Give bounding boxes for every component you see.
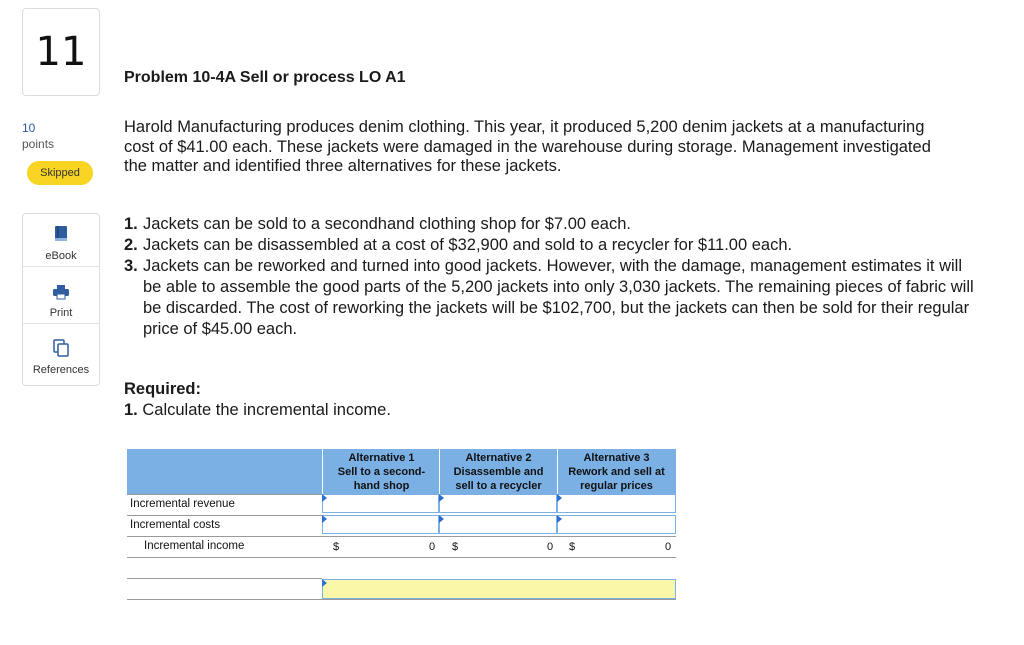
points-value: 10 (22, 121, 36, 135)
tools-panel (22, 213, 100, 386)
question-number (22, 8, 100, 96)
required-heading: Required: (124, 380, 202, 398)
alternative-text: Jackets can be reworked and turned into good jackets. However, with the damage, management estimates it will be able to assemble the good parts of the 5,200 jackets into only 3,030 jackets. The remaining pieces of fabric will be discarded. The cost of reworking the jackets will be $102,700, but the jackets can then be sold for their regular price of $45.00 each. (143, 257, 974, 338)
row-label-incremental-costs: Incremental costs (130, 519, 221, 531)
income-currency-alt-3: $ (569, 541, 576, 553)
alternative-item (124, 235, 984, 256)
header-line: Alternative 2 (465, 451, 532, 464)
input-flag-icon (322, 579, 327, 587)
alternative-number: 2. (124, 236, 138, 254)
costs-input-alt-1[interactable] (322, 515, 439, 534)
input-flag-icon (439, 494, 444, 502)
points-label: points (22, 137, 55, 151)
references-button[interactable] (23, 328, 99, 380)
header-alternative-1 (323, 449, 440, 494)
book-icon (53, 225, 69, 246)
alternative-text: Jackets can be disassembled at a cost of $32,900 and sold to a recycler for $11.00 each. (143, 236, 793, 254)
input-flag-icon (557, 494, 562, 502)
header-line: Disassemble and (453, 465, 544, 478)
question-number-text: 11 (35, 29, 87, 75)
alternative-number: 1. (124, 215, 138, 233)
printer-icon (52, 284, 70, 303)
income-currency-alt-1: $ (333, 541, 340, 553)
alternative-number: 3. (124, 257, 138, 275)
income-currency-alt-2: $ (452, 541, 459, 553)
row-divider (127, 557, 676, 558)
input-flag-icon (557, 515, 562, 523)
print-button[interactable] (23, 271, 99, 324)
row-divider (127, 536, 676, 537)
row-divider (127, 599, 676, 600)
income-value-alt-1: 0 (429, 541, 436, 553)
header-line: regular prices (580, 479, 653, 492)
required-text: Calculate the incremental income. (142, 401, 391, 419)
print-label: Print (49, 307, 73, 319)
ebook-label: eBook (45, 250, 77, 262)
costs-input-alt-3[interactable] (557, 515, 676, 534)
status-badge (27, 161, 93, 185)
input-flag-icon (439, 515, 444, 523)
income-value-alt-2: 0 (547, 541, 554, 553)
costs-input-alt-2[interactable] (439, 515, 557, 534)
answer-input[interactable] (322, 579, 676, 599)
revenue-input-alt-1[interactable] (322, 494, 439, 513)
header-line: Alternative 1 (348, 451, 415, 464)
header-line: sell to a recycler (455, 479, 542, 492)
problem-title: Problem 10-4A Sell or process LO A1 (124, 69, 406, 86)
alternatives-list (124, 214, 984, 340)
row-label-incremental-income: Incremental income (144, 540, 245, 552)
header-line: hand shop (353, 479, 410, 492)
header-line: Alternative 3 (583, 451, 650, 464)
references-label: References (32, 364, 90, 376)
alternative-text: Jackets can be sold to a secondhand clothing shop for $7.00 each. (143, 215, 631, 233)
revenue-input-alt-3[interactable] (557, 494, 676, 513)
row-divider (127, 578, 322, 579)
required-number: 1. (124, 401, 138, 419)
incremental-income-table (127, 449, 676, 600)
references-icon (53, 339, 69, 360)
input-flag-icon (322, 494, 327, 502)
input-flag-icon (322, 515, 327, 523)
ebook-button[interactable] (23, 214, 99, 267)
required-item (124, 401, 391, 420)
header-alternative-3 (558, 449, 675, 494)
header-alternative-2 (440, 449, 557, 494)
revenue-input-alt-2[interactable] (439, 494, 557, 513)
status-badge-text: Skipped (40, 167, 80, 179)
header-line: Rework and sell at (568, 465, 665, 478)
problem-intro: Harold Manufacturing produces denim clothing. This year, it produced 5,200 denim jackets at a manufacturing cost of $41.00 each. These jackets were damaged in the warehouse during storage. Management investigated the matter and identified three alternatives for these jackets. (124, 118, 931, 175)
row-label-incremental-revenue: Incremental revenue (130, 498, 235, 510)
income-value-alt-3: 0 (665, 541, 672, 553)
alternative-item (124, 256, 984, 340)
header-line: Sell to a second- (337, 465, 426, 478)
alternative-item (124, 214, 984, 235)
